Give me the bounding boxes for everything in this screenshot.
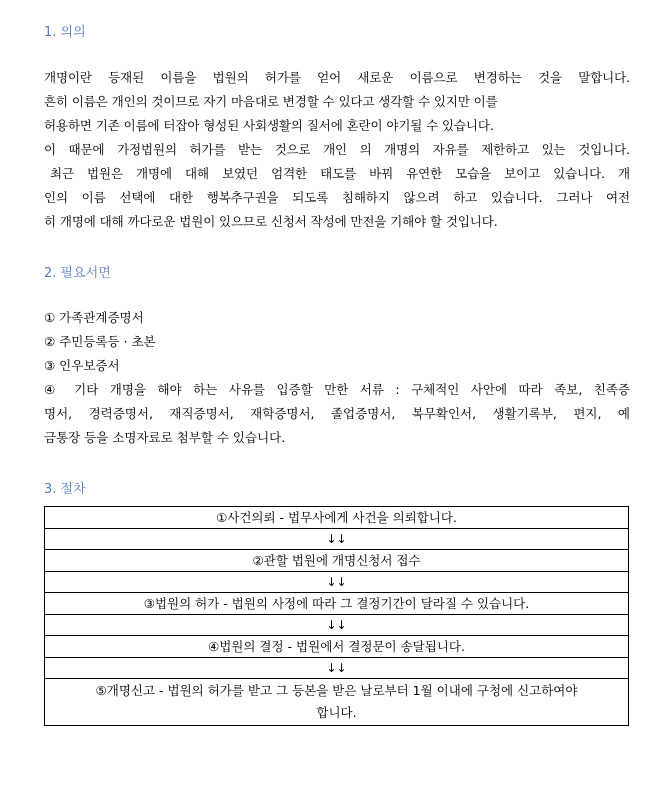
- procedure-table: [44, 506, 629, 726]
- document-item: ② 주민등록등 · 초본: [44, 334, 156, 349]
- meaning-line: 개명이란 등재된 이름을 법원의 허가를 얻어 새로운 이름으로 변경하는 것을 말합니다.: [44, 70, 630, 85]
- down-arrow-icon: ↓↓: [45, 529, 629, 550]
- procedure-step: ③법원의 허가 - 법원의 사정에 따라 그 결정기간이 달라질 수 있습니다.: [45, 593, 629, 615]
- meaning-line: 인의 이름 선택에 대한 행복추구권을 되도록 침해하지 않으려 하고 있습니다. 그러나 여전: [44, 190, 630, 205]
- meaning-line: 허용하면 기존 이름에 터잡아 형성된 사회생활의 질서에 혼란이 야기될 수 있습니다.: [44, 118, 494, 133]
- document-item: ③ 인우보증서: [44, 358, 120, 373]
- procedure-step-report-line: 합니다.: [316, 705, 357, 720]
- section-heading-procedure: 3. 절차: [44, 482, 86, 497]
- procedure-step-report: [45, 679, 629, 726]
- procedure-step-report-line: ⑤개명신고 - 법원의 허가를 받고 그 등본을 받은 날로부터 1월 이내에 구청에 신고하여야: [95, 683, 578, 698]
- section-heading-meaning: 1. 의의: [44, 25, 86, 40]
- section-heading-documents: 2. 필요서면: [44, 266, 111, 281]
- meaning-line: 히 개명에 대해 까다로운 법원이 있으므로 신청서 작성에 만전을 기해야 할 것입니다.: [44, 214, 498, 229]
- procedure-step: ④법원의 결정 - 법원에서 결정문이 송달됩니다.: [45, 636, 629, 658]
- down-arrow-icon: ↓↓: [45, 572, 629, 593]
- procedure-step: ②관할 법원에 개명신청서 접수: [45, 550, 629, 572]
- meaning-line: 최근 법원은 개명에 대해 보였던 엄격한 태도를 바꿔 유연한 모습을 보이고 있습니다. 개: [50, 166, 630, 181]
- document-item-other: 명서, 경력증명서, 재직증명서, 재학증명서, 졸업증명서, 복무확인서, 생활기록부, 편지, 예: [44, 406, 630, 421]
- down-arrow-icon: ↓↓: [45, 658, 629, 679]
- procedure-step: ①사건의뢰 - 법무사에게 사건을 의뢰합니다.: [45, 507, 629, 529]
- document-item: ① 가족관계증명서: [44, 310, 144, 325]
- document-item-other: ④ 기타 개명을 해야 하는 사유를 입증할 만한 서류 : 구체적인 사안에 따라 족보, 친족증: [44, 382, 630, 397]
- down-arrow-icon: ↓↓: [45, 615, 629, 636]
- meaning-line: 이 때문에 가정법원의 허가를 받는 것으로 개인 의 개명의 자유를 제한하고 있는 것입니다.: [44, 142, 630, 157]
- document-item-other: 금통장 등을 소명자료로 첨부할 수 있습니다.: [44, 430, 286, 445]
- meaning-line: 흔히 이름은 개인의 것이므로 자기 마음대로 변경할 수 있다고 생각할 수 있지만 이를: [44, 94, 498, 109]
